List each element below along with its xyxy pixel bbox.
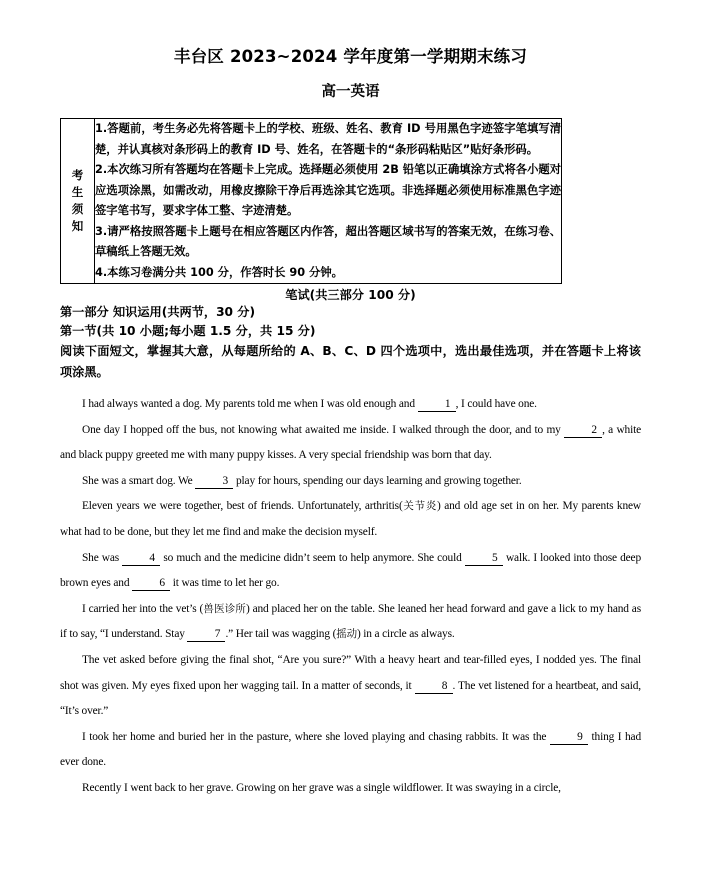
notice-item: 3.请严格按照答题卡上题号在相应答题区内作答，超出答题区域书写的答案无效，在练习卷、草稿纸上答题无效。 <box>95 224 561 258</box>
notice-label-char: 知 <box>71 219 84 233</box>
notice-item: 4.本练习卷满分共 100 分，作答时长 90 分钟。 <box>95 265 343 279</box>
passage-text: . The vet listened for a heartbeat, and said, “It’s over.” <box>60 679 641 718</box>
paper-header: 笔试(共三部分 100 分) <box>285 288 416 302</box>
passage-paragraph <box>60 469 641 495</box>
passage-text: so much and the medicine didn’t seem to help anymore. She could <box>160 551 465 564</box>
passage-paragraph <box>60 597 641 648</box>
notice-items <box>95 119 561 283</box>
passage-text: The vet asked before giving the final shot, “Are you sure?” With a heavy heart and tear-filled eyes, I nodded yes. The final shot was given. My eyes fixed upon her wagging tail. In a matter of seconds, it <box>60 653 641 692</box>
section-one-heading: 第一节(共 10 小题;每小题 1.5 分，共 15 分) <box>60 324 316 338</box>
notice-label-char: 须 <box>71 202 84 216</box>
notice-label-cell <box>61 119 95 284</box>
cloze-passage <box>60 392 641 802</box>
blank-5: 5 <box>465 552 503 566</box>
blank-4: 4 <box>122 552 160 566</box>
passage-paragraph <box>60 725 641 776</box>
notice-item: 2.本次练习所有答题均在答题卡上完成。选择题必须使用 2B 铅笔以正确填涂方式将各小题对应选项涂黑，如需改动，用橡皮擦除干净后再选涂其它选项。非选择题必须使用标准黑色字迹签字笔书写，要求字体工整、字迹清楚。 <box>95 163 561 217</box>
passage-text: .” Her tail was wagging ( <box>225 628 337 641</box>
blank-6: 6 <box>132 577 170 591</box>
passage-text: I carried her into the vet’s ( <box>82 602 204 615</box>
blank-3: 3 <box>195 475 233 489</box>
passage-paragraph <box>60 494 641 545</box>
passage-paragraph <box>60 418 641 469</box>
notice-label-char: 生 <box>71 185 84 199</box>
passage-text: She was <box>82 551 123 564</box>
passage-text: ) and placed her on the table. She leaned her head forward and gave a lick to my hand as if to say, “I understand. Stay <box>60 602 641 641</box>
passage-text: Recently I went back to her grave. Growing on her grave was a single wildflower. It was swaying in a circle, <box>82 781 561 794</box>
passage-text: play for hours, spending our days learning and growing together. <box>233 474 522 487</box>
blank-9: 9 <box>550 731 588 745</box>
passage-text: I had always wanted a dog. My parents told me when I was old enough and <box>82 398 418 410</box>
blank-1: 1 <box>418 398 456 412</box>
passage-text: it was time to let her go. <box>170 577 280 590</box>
notice-vertical-label <box>61 167 94 235</box>
chinese-gloss: 摇动 <box>336 628 357 641</box>
chinese-gloss: 兽医诊所 <box>203 602 246 615</box>
passage-paragraph <box>60 546 641 597</box>
notice-body-cell <box>95 119 562 284</box>
blank-7: 7 <box>187 628 225 642</box>
section-one-instruction: 阅读下面短文，掌握其大意，从每题所给的 A、B、C、D 四个选项中，选出最佳选项，并在答题卡上将该项涂黑。 <box>60 344 641 379</box>
blank-2: 2 <box>564 424 602 438</box>
passage-text: Eleven years we were together, best of friends. Unfortunately, arthritis( <box>82 500 403 513</box>
notice-label-char: 考 <box>71 168 84 182</box>
candidate-notice-table <box>60 118 562 284</box>
part-one-heading: 第一部分 知识运用(共两节，30 分) <box>60 305 256 319</box>
page-subtitle: 高一英语 <box>321 84 380 100</box>
passage-paragraph <box>60 392 641 418</box>
passage-text: , I could have one. <box>455 398 537 410</box>
notice-item: 1.答题前，考生务必先将答题卡上的学校、班级、姓名、教育 ID 号用黑色字迹签字笔填写清楚，并认真核对条形码上的教育 ID 号、姓名，在答题卡的“条形码粘贴区”贴好条形码。 <box>95 122 561 156</box>
passage-paragraph <box>60 776 641 802</box>
page-title: 丰台区 2023~2024 学年度第一学期期末练习 <box>173 47 528 66</box>
passage-text: I took her home and buried her in the pasture, where she loved playing and chasing rabbits. It was the <box>82 730 550 743</box>
passage-text: One day I hopped off the bus, not knowing what awaited me inside. I walked through the door, and to my <box>82 423 565 436</box>
passage-text: walk. I looked into those deep brown eyes and <box>60 551 641 590</box>
passage-text: thing I had ever done. <box>60 730 641 769</box>
chinese-gloss: 关节炎 <box>402 500 438 513</box>
blank-8: 8 <box>415 680 453 694</box>
passage-text: , a white and black puppy greeted me with many puppy kisses. A very special friendship was born that day. <box>60 423 642 462</box>
passage-text: ) in a circle as always. <box>356 628 455 641</box>
passage-text: She was a smart dog. We <box>82 474 196 487</box>
passage-text: ) and old age set in on her. My parents knew what had to be done, but they let me find and make the decision myself. <box>60 500 641 538</box>
passage-paragraph <box>60 648 641 725</box>
